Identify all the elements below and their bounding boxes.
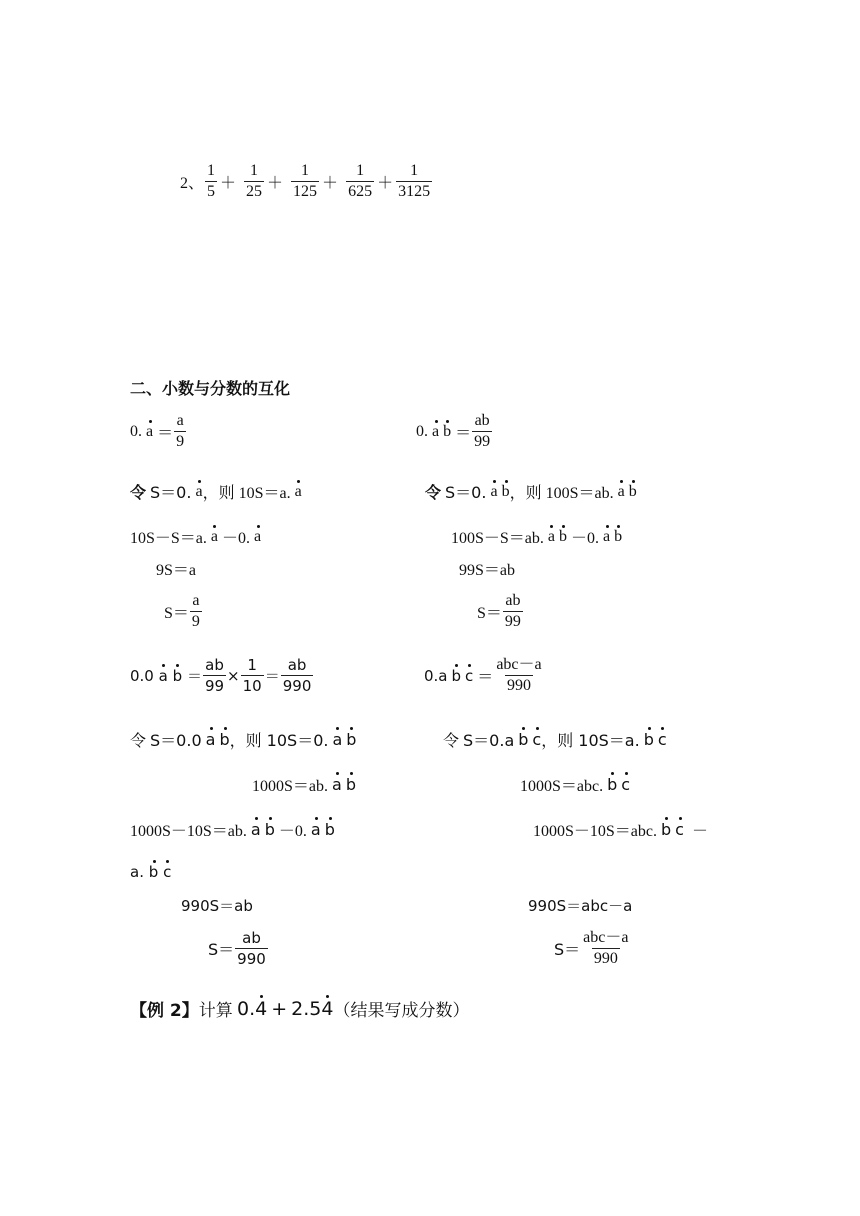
repeating-digit: a [332,730,343,749]
repeating-digit: a [310,820,321,839]
repeating-digit: c [621,775,631,794]
result-990s-left: 990S＝ab [181,897,253,915]
fraction: $\frac{1}{3125}$ [398,162,431,200]
example-expression: 0.4 + 2.54 [237,997,334,1020]
let-statement-0ab: 令 S＝0.0 a b ，则 10S＝0. a b [130,730,357,750]
problem-number: 2、 [180,175,205,192]
subtraction-abc-wrap: a. b c [130,863,172,881]
repeating-digit: b [346,730,357,749]
repeating-digit: b [324,820,335,839]
repeating-digit: b [607,775,618,794]
repeating-digit: a [547,527,556,545]
fraction: $\frac{\text{abc－a}}{990}$ [583,929,629,967]
formula-repeating-a: 0. a ＝ $\frac{a}{9}$ [130,412,185,450]
plus-sign: ＋ [220,175,237,192]
fraction: $\frac{ab}{99}$ [474,412,491,450]
repeating-digit: b [443,422,452,440]
fraction: $\frac{1}{25}$ [246,162,263,200]
repeating-digit: b [219,730,230,749]
repeating-digit: c [657,730,667,749]
fraction: $\frac{a}{9}$ [176,412,185,450]
solution-990-right: S＝ $\frac{\text{abc－a}}{990}$ [554,929,629,967]
let-statement-right: 令 S＝0. a b ，则 100S＝ab. a b [425,482,637,502]
solution-990-left: S＝ $\frac{ab}{990}$ [208,929,266,968]
repeating-digit: b [264,820,275,839]
example-note: （结果写成分数） [333,1001,470,1021]
fraction: $\frac{\text{abc－a}}{990}$ [496,656,542,694]
repeating-digit: b [451,666,462,685]
repeating-digit: b [345,775,356,794]
repeating-digit: a [617,482,625,500]
fraction: $\frac{ab}{990}$ [237,929,266,968]
repeating-digit: a [250,820,261,839]
repeating-digit: b [643,730,654,749]
fraction: $\frac{ab}{990}$ [282,656,312,695]
formula-repeating-abc: 0.a b c ＝ $\frac{\text{abc－a}}{990}$ [424,656,542,694]
repeating-digit: b [501,482,510,500]
repeating-digit: a [205,730,216,749]
let-statement-abc: 令 S＝0.a b c ，则 10S＝a. b c [443,730,667,750]
repeating-digit: a [210,527,219,545]
formula-repeating-ab: 0. a b ＝ $\frac{ab}{99}$ [416,412,491,450]
repeating-digit: b [614,527,623,545]
subtraction-abc: 1000S－10S＝abc. b c － [533,820,708,840]
repeating-digit: c [675,820,684,839]
repeating-digit: a [195,482,203,500]
repeating-digit: a [603,527,611,545]
solution-right: S＝ $\frac{ab}{99}$ [477,592,521,630]
fraction: $\frac{a}{9}$ [191,592,200,630]
solution-left: S＝ $\frac{a}{9}$ [164,592,200,630]
fraction: $\frac{1}{125}$ [293,162,318,200]
fraction: $\frac{ab}{99}$ [204,656,225,695]
let-statement-left: 令 S＝0. a ，则 10S＝a. a [130,482,302,502]
plus-sign: ＋ [267,175,284,192]
repeating-digit: b [518,730,529,749]
repeating-digit: a [158,666,168,685]
subtraction-right: 100S－S＝ab. a b －0. a b [451,527,623,547]
result-990s-right: 990S＝abc－a [528,897,633,915]
repeating-digit: c [465,666,474,685]
repeating-digit: a [146,422,154,440]
repeating-digit: a [294,482,302,500]
subtraction-left: 10S－S＝a. a －0. a [130,527,262,547]
fraction: $\frac{1}{625}$ [348,162,373,200]
thousand-s-right: 1000S＝abc. b c [520,775,631,795]
example-2 [130,996,469,1021]
repeating-digit: a [432,422,440,440]
subtraction-0ab: 1000S－10S＝ab. a b －0. a b [130,820,335,840]
result-9s: 9S＝a [156,562,197,579]
repeating-digit: b [148,863,159,881]
repeating-digit: a [490,482,498,500]
repeating-digit: c [163,863,172,881]
repeating-digit: c [532,730,542,749]
section-heading: 二、小数与分数的互化 [130,379,291,398]
example-instruction: 计算 [198,1001,233,1021]
repeating-digit: a [332,775,342,794]
fraction: $\frac{1}{5}$ [207,162,216,200]
repeating-digit: b [559,527,568,545]
fraction: $\frac{1}{10}$ [242,656,262,695]
repeating-digit: b [172,666,183,685]
result-99s: 99S＝ab [459,562,516,579]
repeating-digit: a [254,527,262,545]
fraction: $\frac{ab}{99}$ [504,592,521,630]
problem-2 [180,162,433,201]
plus-sign: ＋ [322,175,339,192]
example-label: 【例 2】 [130,1001,199,1021]
repeating-digit: b [628,482,637,500]
thousand-s-left: 1000S＝ab. a b [252,775,356,795]
repeating-digit: b [661,820,672,839]
formula-repeating-0ab: 0.0 a b ＝ $\frac{ab}{99}$ × $\frac{1}{10}$ ＝ $\frac{ab}{990}$ [130,656,312,695]
plus-sign: ＋ [377,175,394,192]
